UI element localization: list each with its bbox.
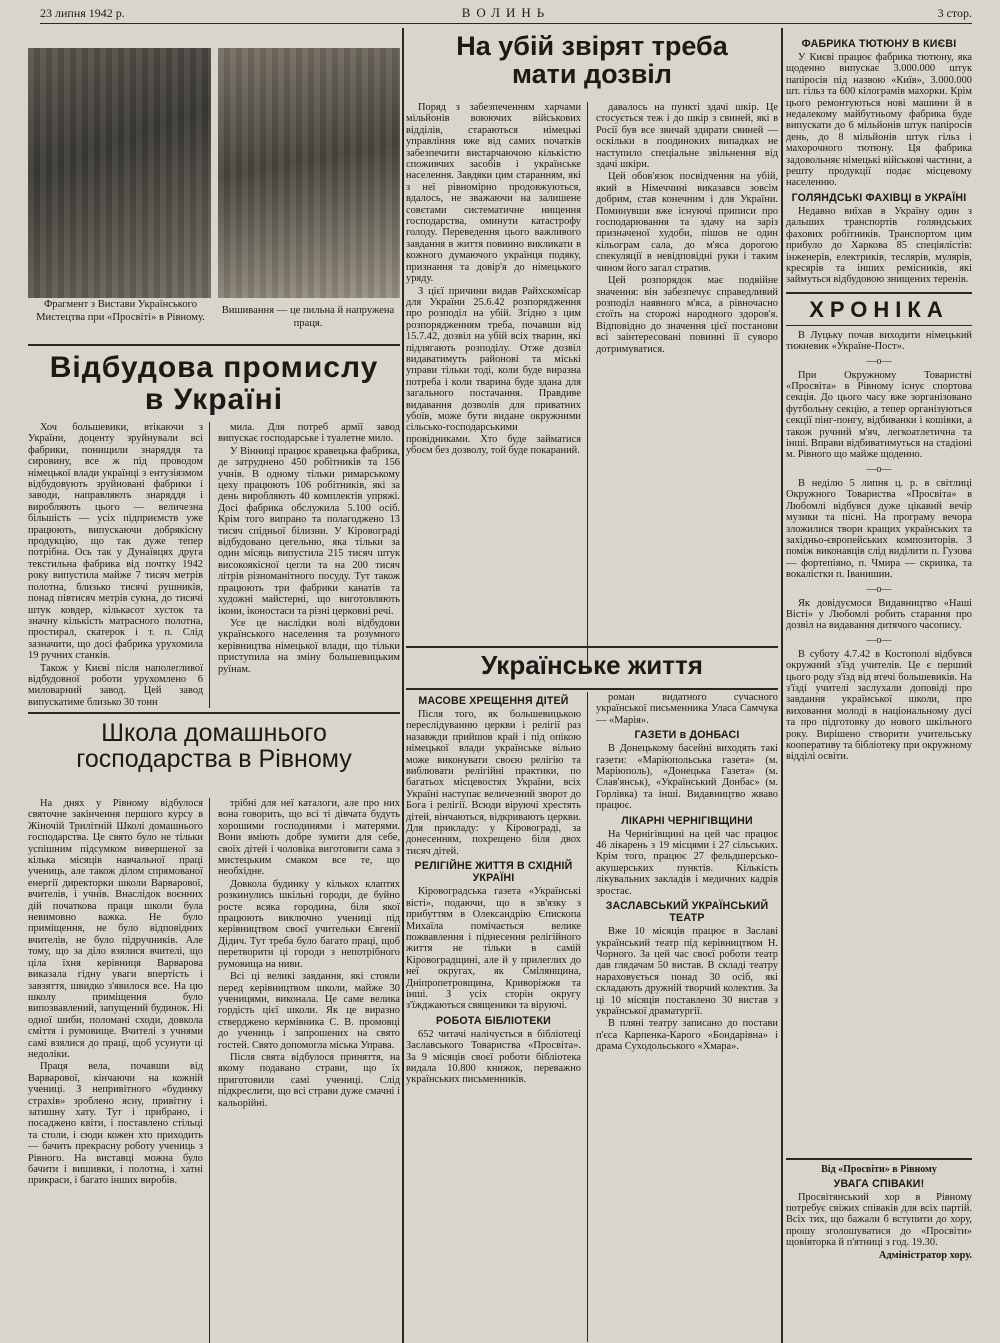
issue-date: 23 липня 1942 р. [40, 6, 125, 20]
paragraph: У Києві працює фабрика тютюну, яка щоденно випускає 3.000.000 штук папіросів під назвою «Київ», 3.000.000 шт. гільз та 600 кілограмів махорки. Крім цього ремонтуються нові машини й в недалекому майбутньому фабрика буде випускати до 6 мільйонів штук папіросів день, до 8 мільйонів штук гільз і махорочного тютюну. Ця фабрика задовольняє німецькі військові частини, а решту продукції подає місцевому населенню. [786, 52, 972, 189]
paragraph: В пляні театру записано до постави п'єса Карпенка-Карого «Бондарівна» і драма Суходольського «Хмара». [596, 1018, 778, 1053]
separator: —o— [866, 634, 892, 646]
paragraph: При Окружному Товаристві «Просвіта» в Рівному існує спортова секція. До цього часу вже зорганізовано футбольну секцію, а тепер організуються секції пінг-понгу, відбиванки і кошівки, а також ручний м'яч, легкоатлетична та інші. Вправи відбиватимуться на стадіоні м. Рівного що майже щоденно. [786, 369, 972, 461]
paragraph: Всі ці великі завдання, які стояли перед керівництвом школи, майже 30 ученицями, виконала. Це саме велика гордість цієї школи. Як це виразно стверджено кермівника С. В. промовці до учениць і запрошених на свято гостей. Свято допомогла міська Управа. [218, 971, 400, 1051]
paragraph: Хоч большевики, втікаючи з України, доценту зруйнували всі фабрики, понищили знаряддя та сировину, все ж під проводом німецької влади українці з ентузіязмом відбудовують зруйновані фабрики і заводи, направляють знаряддя і виробляють цього — величезна більшість — усіх підприємств уже працюють, випускаючи добрякісну продукцію, що так дуже тепер потрібна. Ось так у Дунаївцях друга текстильна фабрика від почтку 1942 року випустила майже 7 тисяч метрів полотна, близько тисячі рушників, понад півтисяч метрів сукна, до тисячі штук ковдер, кількасот хусток та значну кількість матрасного полотна, простирал, скатерок і т. п. Слід зазначити, що досі фабрика урухомила 19 ручних станків. [28, 422, 203, 662]
paragraph: Після того, як большевицькою переслідуванню церкви і релігії раз назавжди прийшов край і під опікою німецької влади українське вільно може виконувати своєю релігію та виблювати релігійні практики, по багатьох місцевостях України, всіх Україні наступає величезний зворот до Бога і релігії. Всюди віруючі хрестять дітей, вінчаються, відкривають церкви. Для прикладу: у Кіровограді, за донесенням, похрещено біля двох тисяч дітей. [406, 709, 581, 857]
article-school-col-b [218, 798, 400, 1343]
separator: —o— [866, 463, 892, 475]
paragraph: Цей розпорядок має подвійне значення: він забезпечує справедливий розподіл наявного м'яса, а рівночасно стоїть на сторожі народного здоров'я. Відповідно до значення цієї постанови всі заінтересовані повинні її суворо дотримуватися. [596, 275, 778, 355]
paragraph: В неділю 5 липня ц. р. в світлиці Окружного Товариства «Просвіта» в Любомлі відбувся дуже цікавий вечір музики та пісні. На програму вечора зложилися твори кращих українських та західньо-європейських композиторів. З поміж виконавців слід виділити п. Гузова — фортепіяно, п. Чмира — скрипка, та вокалістки п. Іванишин. [786, 477, 972, 581]
paragraph: В Луцьку почав виходити німецький тижневик «Україне-Пост». [786, 329, 972, 353]
paragraph: Цей обов'язок посвідчення на убій, який в Німеччині виказався зовсім добрим, став конечним і для України. Поминувши вже існуючі приписи про господарювання та здачу на заріз призначеної худоби, пішов не один кільограм сала, до м'яса дорогою спекуляції в невідповідні руки і таким чином його загал стратив. [596, 171, 778, 274]
paragraph: В суботу 4.7.42 в Костополі відбувся окружний з'їзд учителів. Це є перший цього роду з'їзд від втечі большевиків. На з'їзді учителі заслухали доповіді про завдання української школи, про виховання молоді в національному дусі та про підготовку до нового шкільного року. Вирішено створити учительську кооперативу та бібліотеку при окружному відділі освіти. [786, 648, 972, 763]
paragraph: На днях у Рівному відбулося святочне закінчення першого курсу в Жіночій Трилітній Школі домашнього господарства. Це свято було не тільки успішним підсумком вивершеної за кілька місяців навчальної праці учениць, але також ділом спрямованої енергії директорки школи Варварової, вчителів, і учнів. Внаслідок воєнних дій початкова праця школи була невимовно важка. Не було приміщення, не було відповідних вчителів, не було підручників. Але тому, що за діло взялися вчителі, що ціла їхня керівниця Варварова виказала гідну уваги впертість і завзяття, швидко з'явилося все. На цю школу приміщення було випозвавлений, запущений будинок. Ні одної шиби, поломані сходи, довкола сміття і румовище. Вчителі з учнями самі взялися до праці, щоб усунути ці недоліки. [28, 798, 203, 1060]
paragraph: Поряд з забезпеченням харчами мільйонів воюючих військових відділів, стараються німецькі управління вже від самих початків забезпечити вистарчаючою кількістю споживчих засобів і українське населення. Завдяки цим старанням, які з неї рівномірно продовжуються, вдалось, не зважаючи на залишене совєтами систематичне нищення господарства, оминути катастрофу голоду. Переведення цього важливого завдання в життя повинно викликати в кожного думаючого українця подяку, признання та довір'я до німецького уряду. [406, 102, 581, 285]
paragraph: Усе це наслідки волі відбудови українського населення та розумного керівництва німецької влади, що тільки приступила на зміну большевицьким руїнам. [218, 617, 400, 675]
notice-signature: Адміністратор хору. [878, 1249, 972, 1261]
page-number: 3 стор. [937, 6, 972, 20]
article-industry-col-b [218, 422, 400, 708]
exhibition-photo [28, 48, 211, 298]
paragraph: давалось на пункті здачі шкір. Це стосується теж і до шкір з свиней, які в Росії був все звичай здирати свиней — оскільки в поодиноких випадках не наступило спеціальне звільнення від здачі шкіри. [596, 102, 778, 171]
article-title-slaughter: На убій звірят треба мати дозвіл [456, 31, 728, 90]
paragraph: Довкола будинку у кількох клаптях розкинулись шкільні городи, де буйно росте всяка городина, біля якої працюють виключно учениці під керівництвом своєї учительки Євгенії Дідич. Тут треба було багато праці, щоб перетворити ці городи з непотрібного румовища на ниви. [218, 878, 400, 970]
paragraph: Після свята відбулося приняття, на якому подавано страви, що їх приготовили самі учениці. Слід підкреслити, що всі страви дуже смачні і кальорійні. [218, 1051, 400, 1109]
notice-box [786, 1158, 972, 1261]
paragraph: Також у Києві після наполегливої відбудовної роботи урухомлено 6 миловарний завод. Цей завод випускатиме близько 30 тонн [28, 662, 203, 708]
right-column [786, 30, 972, 1343]
separator: —o— [866, 355, 892, 367]
paragraph: З цієї причини видав Райхскомісар для України 25.6.42 розпорядження про розподіл на убій. Згідно з цим розпорядженням треба, почавши від 15.7.42, дозвіл на убій всіх тварин, які підлягають розподілу. Отже дозвіл видаватимуть районові та міські управи тільки тоді, коли буде виразна потреба і коли тварина буде здана для загального постачання. Правдиве видавання дозволів для приватних убоїв, може бути видане окружними сільсько-господарськими провідниками. Хто буде займатися убоєм без дозволу, той буде покараний. [406, 285, 581, 457]
paragraph: Вже 10 місяців працює в Заславі український театр під керівництвом Н. Чорного. За цей час своєї роботи театр дав глядачам 50 вистав. В складі театру нараховується понад 30 осіб, які складають дружній творчий колектив. За ці 10 місяців поставлено 30 вистав з української драматургії. [596, 926, 778, 1017]
subheading: ФАБРИКА ТЮТЮНУ В КИЄВІ [801, 38, 957, 50]
paragraph: Як довідуємося Видавництво «Наші Вісті» у Любомлі робить старання про дозвіл на видавання дитячого часопису. [786, 597, 972, 632]
notice-title: УВАГА СПІВАКИ! [833, 1177, 925, 1190]
article-title-industry: Відбудова промислу в Україні [49, 351, 379, 416]
column-rule [781, 28, 783, 1343]
paragraph: мила. Для потреб армії завод випускає господарське і туалетне мило. [218, 422, 400, 445]
paragraph: роман видатного сучасного української письменника Уласа Самчука — «Марія». [596, 692, 778, 726]
ukrainian-life-col-a [406, 692, 588, 1342]
section-rule [406, 688, 778, 690]
paragraph: 652 читачі налічується в бібліотеці Заславського Товариства «Просвіта». За 9 місяців своєї роботи бібліотека видала 10.800 книжок, переважно українських письменників. [406, 1028, 581, 1086]
newspaper-title: ВОЛИНЬ [461, 5, 551, 20]
article-industry-body [28, 422, 400, 708]
notice-text: Просвітянський хор в Рівному потребує свіжих співаків для всіх партій. Всіх тих, що бажали б вступити до хору, прошу зголошуватися до «Просвіти» щовівторка й п'ятниці з год. 19.30. [786, 1191, 972, 1249]
subheading: ЗАСЛАВСЬКИЙ УКРАЇНСЬКИЙ ТЕАТР [605, 900, 769, 925]
subheading: ГАЗЕТИ в ДОНБАСІ [634, 729, 740, 742]
paragraph: трібні для неї каталоги, але про них вона говорить, що всі ті дівчата будуть хорошими господинями і матерями. Вони вміють добре зумити для себе, своїх дітей і чоловіка виготовити сама з мистецьким смаком все те, що необхідне. [218, 798, 400, 878]
article-school-col-a [28, 798, 210, 1343]
section-rule [786, 1158, 972, 1160]
left-column [28, 30, 400, 1343]
middle-column [406, 30, 778, 1343]
notice-source: Від «Просвіти» в Рівному [821, 1163, 937, 1175]
section-title-ukrainian-life: Українське життя [481, 650, 703, 680]
section-rule [28, 712, 400, 714]
ukrainian-life-col-b [596, 692, 778, 1342]
chronicle-title: ХРОНІКА [809, 296, 949, 322]
separator: —o— [866, 583, 892, 595]
subheading: МАСОВЕ ХРЕЩЕННЯ ДІТЕЙ [418, 695, 569, 707]
section-rule [406, 646, 778, 648]
subheading: РОБОТА БІБЛІОТЕКИ [436, 1014, 551, 1027]
paragraph: У Вінниці працює кравецька фабрика, де затруднено 450 робітників та 156 учнів. В одному тільки римарському цеху працюють 106 робітників, які за день виробляють 40 комплектів упряжі. Досі фабрика обслужила 5.100 осіб. Крім того випрано та полагоджено 13 тисяч спідньої білизни. У Кіровограді відбудовано цегельню, яка тільки за один місяць випустила 215 тисяч штук високоякісної цегли та на 200 тисяч літрів різноманітного посуду. Тут також працюють три фабрики канатів та художні майстерні, що виготовляють ікони, іконостаси та різні церковні речі. [218, 445, 400, 617]
article-title-school: Школа домашнього господарства в Рівному [76, 719, 352, 774]
article-slaughter-col-b [596, 102, 778, 672]
paragraph: Праця вела, почавши від Варварової, кінчаючи на кожній учениці. З непривітного «будинку страхів» зроблено ясну, привітну і затишну хату. Тут і прибрано, і посаджено квіти, і поставлено стільці та столи, і сюди кожен хто приходить — бачить прекрасну роботу учениць з Рівного. На виставці можна було бачити і вишивки, і полотна, і хатні прикраси, і багато інших виробів. [28, 1061, 203, 1187]
article-slaughter-col-a [406, 102, 588, 672]
paragraph: На Чернігівщині на цей час працює 46 лікарень з 19 місцями і 27 сільських. Крім того, працює 27 фельдшерсько-акушерських пунктів. Кількість лікувальних закладів і медичних кадрів зростає. [596, 828, 778, 897]
article-industry-col-a [28, 422, 210, 708]
page-header [40, 4, 972, 24]
subheading: ГОЛЯНДСЬКІ ФАХІВЦІ в УКРАЇНІ [791, 191, 967, 204]
subheading: ЛІКАРНІ ЧЕРНІГІВЩИНИ [621, 814, 753, 827]
column-rule [402, 28, 404, 1343]
subheading: РЕЛІГІЙНЕ ЖИТТЯ В СХІДНІЙ УКРАЇНІ [414, 860, 573, 885]
section-rule [28, 344, 400, 346]
paragraph: В Донецькому басейні виходять такі газети: «Маріюпольська газета» (м. Маріюполь), «Донецька Газета» (м. Слав'янськ), «Український Донбас» (м. Горлівка) та інші. Видавництво жваво працює. [596, 743, 778, 812]
embroidery-photo [218, 48, 400, 298]
photo-caption-right: Вишивання — це пильна й напружена праця. [221, 305, 395, 329]
paragraph: Кіровоградська газета «Українські вісті», подаючи, що в зв'язку з прибуттям в Олександрію Єпископа Михаїла помічається велике пожвавлення і піднесення релігійного життя не тільки в самій Кіровоградщині, але й у прилеглих до неї округах, як Смілянщина, Дніпропетровщина, Криворіжжя та інші. З усіх сторін округу з'їжджаються священики та віруючі. [406, 886, 581, 1012]
chronicle-header [786, 292, 972, 326]
article-school-body [28, 798, 400, 1343]
paragraph: Недавно виїхав в Україну один з дальших транспортів голяндських фахових робітників. Транспортом цим прибуло до Харкова 85 спеціялістів: інженерів, електриків, теслярів, мулярів, кресярів та інших ремісників, які займуться відбудовою знищених теренів. [786, 205, 972, 286]
photo-caption-left: Фрагмент з Вистави Українського Мистецтва при «Просвіті» в Рівному. [36, 299, 205, 323]
ukrainian-life-body [406, 692, 778, 1342]
article-slaughter-body [406, 102, 778, 672]
